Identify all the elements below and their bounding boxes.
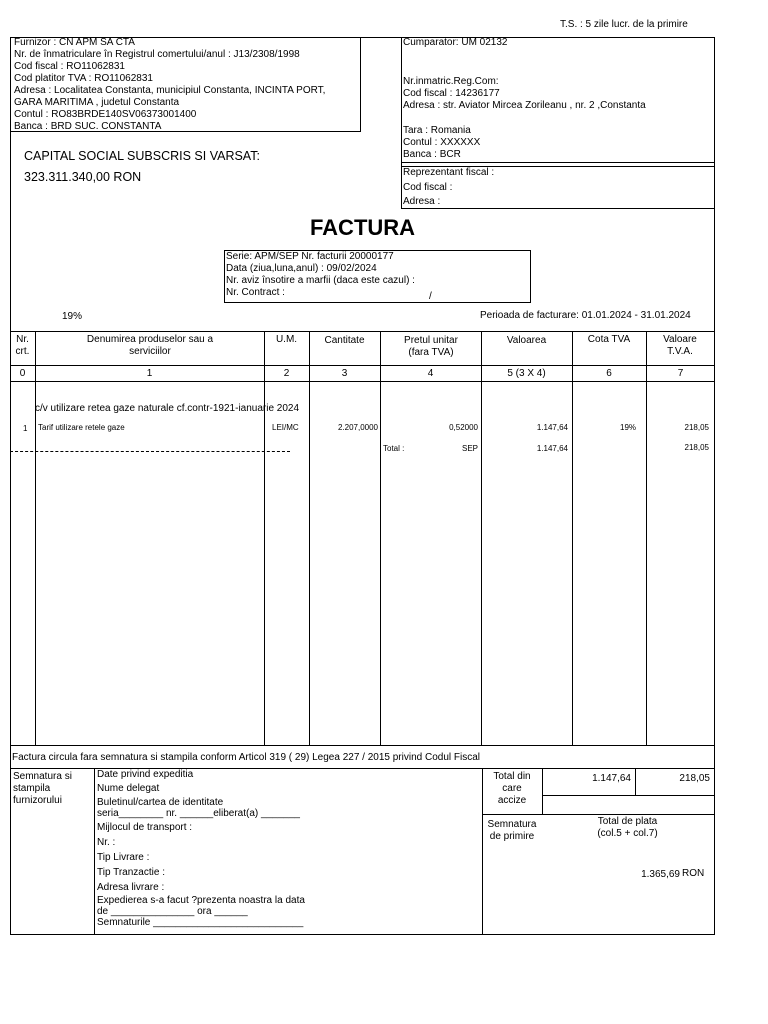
col-number-2: 2 (283, 368, 290, 379)
row-vat-value: 218,05 (684, 423, 709, 432)
fiscal-rep-label: Reprezentant fiscal : (403, 167, 495, 178)
supplier-fiscal-code: Cod fiscal : RO11062831 (14, 61, 125, 72)
transaction-type: Tip Tranzactie : (97, 867, 165, 878)
capital-label: CAPITAL SOCIAL SUBSCRIS SI VARSAT: (24, 149, 260, 163)
col-number-7: 7 (677, 368, 684, 379)
transport-means: Mijlocul de transport : (97, 822, 193, 833)
dispatch-date-time: de _______________ ora ______ (97, 906, 248, 917)
buyer-reg-no: Nr.inmatric.Reg.Com: (403, 76, 499, 87)
header-um: U.M. (275, 334, 298, 345)
buyer-address: Adresa : str. Aviator Mircea Zorileanu , nr. 2 ,Constanta (403, 100, 646, 111)
row-nr: 1 (23, 424, 28, 433)
receipt-signature-label: Semnatura de primire (487, 819, 537, 842)
header-nr-crt: Nr. crt. (15, 334, 30, 357)
signatures: Semnaturile ___________________________ (97, 917, 304, 928)
id-series: seria________ nr. ______eliberat(a) _______ (97, 808, 300, 819)
row-name: Tarif utilizare retele gaze (38, 423, 125, 432)
buyer-details (403, 76, 646, 112)
col-number-1: 1 (146, 368, 153, 379)
row-unit-price: 0,52000 (449, 423, 478, 432)
supplier-bank: Banca : BRD SUC. CONSTANTA (14, 121, 162, 132)
vat-rate: 19% (62, 311, 83, 322)
total-label: Total : (383, 444, 405, 453)
buyer-divider (401, 37, 402, 208)
delivery-address: Adresa livrare : (97, 882, 165, 893)
invoice-date: Data (ziua,luna,anul) : 09/02/2024 (226, 263, 377, 274)
invoice-title: FACTURA (309, 215, 416, 240)
total-code: SEP (462, 444, 479, 453)
supplier-vat-code: Cod platitor TVA : RO11062831 (14, 73, 153, 84)
header-product-name: Denumirea produselor sau a serviciilor (86, 334, 214, 357)
delegate-name: Nume delegat (97, 783, 160, 794)
invoice-aviz: Nr. aviz însotire a marfii (daca este cazul) : (226, 275, 415, 286)
row-vat-rate: 19% (620, 423, 637, 432)
buyer-country: Tara : Romania (403, 125, 471, 136)
dispatch-title: Date privind expeditia (97, 769, 194, 780)
contract-slash: / (429, 291, 432, 302)
footer-total-vat: 218,05 (679, 773, 710, 784)
col-number-6: 6 (606, 368, 612, 379)
total-excise-label: Total din care accize (493, 771, 531, 806)
fiscal-representative (403, 166, 494, 210)
supplier-info (14, 37, 325, 133)
header-vat-rate: Cota TVA (587, 334, 631, 345)
invoice-series-number: Serie: APM/SEP Nr. facturii 20000177 (226, 251, 394, 262)
total-vat: 218,05 (684, 443, 709, 452)
total-value: 1.147,64 (536, 444, 568, 453)
buyer-bank-details (403, 125, 480, 161)
legal-note: Factura circula fara semnatura si stampila conform Articol 319 ( 29) Legea 227 / 2015 privind Codul Fiscal (12, 752, 481, 763)
footer-total-value: 1.147,64 (592, 773, 631, 784)
buyer-fiscal-code: Cod fiscal : 14236177 (403, 88, 500, 99)
row-value: 1.147,64 (536, 423, 568, 432)
supplier-reg-no: Nr. de înmatriculare în Registrul comertului/anul : J13/2308/1998 (14, 49, 300, 60)
buyer-account: Contul : XXXXXX (403, 137, 481, 148)
supplier-signature-label: Semnatura si stampila furnizorului (13, 771, 72, 806)
col-number-4: 4 (427, 368, 434, 379)
section-title: c/v utilizare retea gaze naturale cf.contr-1921-ianuarie 2024 (35, 403, 300, 414)
total-separator (10, 451, 290, 452)
payment-total-value: 1.365,69 (641, 869, 680, 880)
header-value: Valoarea (506, 335, 547, 346)
billing-period: Perioada de facturare: 01.01.2024 - 31.01.2024 (480, 310, 691, 321)
dispatch-presence: Expedierea s-a facut ?prezenta noastra la data (97, 895, 305, 906)
supplier-name: Furnizor : CN APM SA CTA (14, 37, 135, 48)
fiscal-rep-code: Cod fiscal : (403, 181, 453, 193)
payment-total-label: Total de plata (col.5 + col.7) (597, 816, 658, 839)
invoice-contract: Nr. Contract : (226, 287, 285, 298)
header-quantity: Cantitate (324, 335, 365, 346)
buyer-bank: Banca : BCR (403, 149, 461, 160)
supplier-account: Contul : RO83BRDE140SV06373001400 (14, 109, 197, 120)
id-card: Buletinul/cartea de identitate (97, 797, 224, 808)
invoice-info (226, 251, 415, 299)
capital-value: 323.311.340,00 RON (24, 170, 142, 184)
header-unit-price: Pretul unitar (fara TVA) (404, 335, 458, 358)
payment-terms-note: T.S. : 5 zile lucr. de la primire (560, 19, 688, 30)
col-number-0: 0 (19, 368, 26, 379)
supplier-address: Adresa : Localitatea Constanta, municipiul Constanta, INCINTA PORT, (14, 85, 326, 96)
payment-currency: RON (682, 868, 705, 879)
header-vat-value: Valoare T.V.A. (663, 334, 697, 357)
row-quantity: 2.207,0000 (337, 423, 378, 432)
row-um: LEI/MC (272, 423, 299, 432)
col-number-5: 5 (3 X 4) (507, 368, 546, 379)
fiscal-rep-address: Adresa : (403, 196, 441, 207)
buyer-name: Cumparator: UM 02132 (403, 37, 508, 48)
col-number-3: 3 (341, 368, 348, 379)
transport-number: Nr. : (97, 837, 116, 848)
supplier-address-2: GARA MARITIMA , judetul Constanta (14, 97, 180, 108)
delivery-type: Tip Livrare : (97, 852, 150, 863)
